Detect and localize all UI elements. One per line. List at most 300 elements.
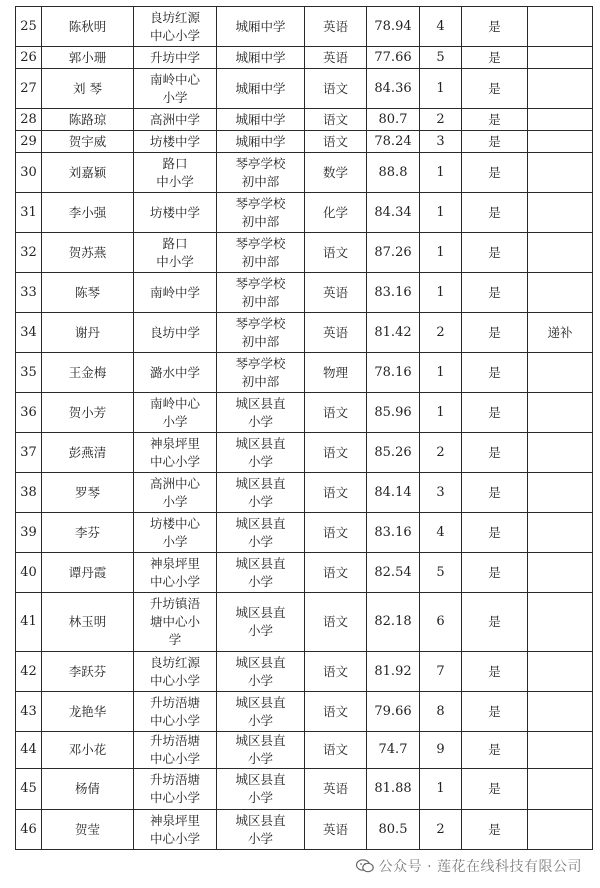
subject-cell: 化学 [305, 193, 367, 233]
teacher-name-cell: 刘 琴 [42, 69, 134, 109]
current-school-line: 南岭中心 [149, 71, 200, 87]
rank-cell: 5 [420, 553, 462, 593]
current-school-line: 坊楼中学 [149, 204, 200, 220]
table-row [16, 313, 593, 353]
current-school-line: 小学 [162, 413, 188, 429]
remark-cell [528, 433, 593, 473]
qualified-cell: 是 [462, 233, 528, 273]
current-school-cell [134, 393, 217, 433]
table-row [16, 433, 593, 473]
row-number-cell: 36 [16, 393, 42, 433]
row-number-cell: 29 [16, 131, 42, 153]
row-number-cell: 37 [16, 433, 42, 473]
current-school-line: 升坊浯塘 [149, 733, 200, 748]
watermark [356, 856, 582, 876]
target-school-cell [217, 353, 305, 393]
target-school-line: 小学 [247, 573, 273, 589]
row-number-cell: 34 [16, 313, 42, 353]
current-school-line: 南岭中学 [149, 284, 200, 300]
teacher-name-cell: 刘嘉颖 [42, 153, 134, 193]
target-school-line: 琴亭学校 [235, 155, 286, 171]
current-school-cell [134, 313, 217, 353]
subject-cell: 语文 [305, 553, 367, 593]
current-school-cell [134, 273, 217, 313]
teacher-name-cell: 郭小珊 [42, 47, 134, 69]
table-row [16, 513, 593, 553]
qualified-cell: 是 [462, 273, 528, 313]
current-school-cell [134, 732, 217, 769]
current-school-cell [134, 513, 217, 553]
table-row [16, 652, 593, 692]
target-school-cell [217, 233, 305, 273]
subject-cell: 英语 [305, 810, 367, 850]
row-number-cell: 45 [16, 769, 42, 810]
rank-cell: 1 [420, 193, 462, 233]
teacher-name-cell: 李小强 [42, 193, 134, 233]
table-row [16, 769, 593, 810]
subject-cell: 数学 [305, 153, 367, 193]
teacher-name-cell: 谢丹 [42, 313, 134, 353]
subject-cell: 英语 [305, 7, 367, 47]
current-school-line: 升坊浯塘 [149, 694, 200, 710]
remark-cell [528, 7, 593, 47]
qualified-cell: 是 [462, 433, 528, 473]
target-school-cell [217, 652, 305, 692]
row-number-cell: 43 [16, 692, 42, 732]
score-cell: 84.36 [367, 69, 420, 109]
target-school-line: 城区县直 [235, 654, 286, 670]
teacher-name-cell: 杨倩 [42, 769, 134, 810]
current-school-line: 小学 [162, 89, 188, 105]
table-row [16, 69, 593, 109]
score-cell: 81.92 [367, 652, 420, 692]
row-number-cell: 40 [16, 553, 42, 593]
row-number-cell: 39 [16, 513, 42, 553]
target-school-line: 小学 [247, 623, 273, 638]
current-school-line: 坊楼中学 [149, 133, 200, 149]
table-row [16, 553, 593, 593]
remark-cell [528, 47, 593, 69]
target-school-line: 城厢中学 [235, 18, 286, 34]
target-school-line: 小学 [247, 672, 273, 688]
teacher-name-cell: 陈路琼 [42, 109, 134, 131]
current-school-cell [134, 810, 217, 850]
remark-cell [528, 769, 593, 810]
target-school-line: 城区县直 [235, 475, 286, 491]
teacher-name-cell: 龙艳华 [42, 692, 134, 732]
current-school-line: 中心小学 [149, 453, 200, 469]
teacher-name-cell: 罗琴 [42, 473, 134, 513]
teacher-name-cell: 李芬 [42, 513, 134, 553]
subject-cell: 英语 [305, 47, 367, 69]
remark-cell [528, 732, 593, 769]
target-school-cell [217, 7, 305, 47]
subject-cell: 语文 [305, 433, 367, 473]
row-number-cell: 28 [16, 109, 42, 131]
row-number-cell: 33 [16, 273, 42, 313]
current-school-cell [134, 153, 217, 193]
row-number-cell: 35 [16, 353, 42, 393]
current-school-line: 良坊红源 [149, 654, 200, 670]
remark-cell [528, 233, 593, 273]
current-school-line: 中心小学 [149, 27, 200, 43]
rank-cell: 1 [420, 153, 462, 193]
target-school-line: 初中部 [241, 333, 280, 349]
teacher-name-cell: 王金梅 [42, 353, 134, 393]
target-school-line: 初中部 [241, 173, 280, 189]
target-school-cell [217, 393, 305, 433]
rank-cell: 1 [420, 233, 462, 273]
remark-cell [528, 69, 593, 109]
current-school-line: 路口 [162, 235, 188, 251]
rank-cell: 2 [420, 313, 462, 353]
target-school-line: 城区县直 [235, 395, 286, 411]
current-school-cell [134, 652, 217, 692]
rank-cell: 5 [420, 47, 462, 69]
current-school-line: 中心小学 [149, 672, 200, 688]
target-school-cell [217, 513, 305, 553]
teacher-name-cell: 邓小花 [42, 732, 134, 769]
score-cell: 82.18 [367, 593, 420, 652]
target-school-cell [217, 473, 305, 513]
current-school-line: 中心小学 [149, 712, 200, 728]
qualified-cell: 是 [462, 353, 528, 393]
qualified-cell: 是 [462, 810, 528, 850]
target-school-line: 琴亭学校 [235, 235, 286, 251]
target-school-line: 小学 [247, 751, 273, 766]
score-cell: 88.8 [367, 153, 420, 193]
current-school-line: 神泉坪里 [149, 435, 200, 451]
target-school-line: 城区县直 [235, 515, 286, 531]
current-school-line: 中小学 [156, 173, 194, 189]
teacher-name-cell: 谭丹霞 [42, 553, 134, 593]
rank-cell: 1 [420, 69, 462, 109]
table-row [16, 353, 593, 393]
remark-cell [528, 153, 593, 193]
qualified-cell: 是 [462, 652, 528, 692]
current-school-cell [134, 109, 217, 131]
table-row [16, 473, 593, 513]
qualified-cell: 是 [462, 313, 528, 353]
current-school-line: 坊楼中心 [149, 515, 200, 531]
score-cell: 85.26 [367, 433, 420, 473]
qualified-cell: 是 [462, 692, 528, 732]
score-cell: 84.14 [367, 473, 420, 513]
target-school-line: 城厢中学 [235, 49, 286, 65]
rank-cell: 3 [420, 131, 462, 153]
table-row [16, 47, 593, 69]
row-number-cell: 31 [16, 193, 42, 233]
subject-cell: 语文 [305, 593, 367, 652]
table-row [16, 233, 593, 273]
remark-cell [528, 553, 593, 593]
qualified-cell: 是 [462, 131, 528, 153]
target-school-line: 城厢中学 [235, 133, 286, 149]
remark-cell [528, 593, 593, 652]
target-school-cell [217, 193, 305, 233]
target-school-line: 城厢中学 [235, 111, 286, 127]
current-school-line: 小学 [162, 533, 188, 549]
target-school-line: 初中部 [241, 373, 280, 389]
qualified-cell: 是 [462, 513, 528, 553]
current-school-cell [134, 193, 217, 233]
remark-cell [528, 193, 593, 233]
target-school-cell [217, 153, 305, 193]
qualified-cell: 是 [462, 473, 528, 513]
score-cell: 77.66 [367, 47, 420, 69]
current-school-line: 升坊镇浯 [149, 596, 200, 611]
target-school-line: 琴亭学校 [235, 355, 286, 371]
row-number-cell: 38 [16, 473, 42, 513]
subject-cell: 语文 [305, 513, 367, 553]
rank-cell: 1 [420, 769, 462, 810]
current-school-line: 高洲中学 [149, 111, 200, 127]
table-row [16, 593, 593, 652]
current-school-line: 中心小学 [149, 790, 200, 805]
current-school-line: 神泉坪里 [149, 812, 200, 828]
current-school-line: 学 [168, 632, 182, 647]
current-school-cell [134, 47, 217, 69]
target-school-line: 城区县直 [235, 812, 286, 828]
qualified-cell: 是 [462, 393, 528, 433]
remark-cell [528, 273, 593, 313]
score-cell: 79.66 [367, 692, 420, 732]
target-school-cell [217, 47, 305, 69]
row-number-cell: 44 [16, 732, 42, 769]
score-cell: 81.42 [367, 313, 420, 353]
target-school-line: 初中部 [241, 293, 280, 309]
target-school-cell [217, 553, 305, 593]
target-school-line: 小学 [247, 830, 273, 846]
score-cell: 84.34 [367, 193, 420, 233]
subject-cell: 语文 [305, 732, 367, 769]
row-number-cell: 25 [16, 7, 42, 47]
roster-body [16, 7, 593, 850]
current-school-line: 潞水中学 [149, 364, 200, 380]
remark-cell: 递补 [528, 313, 593, 353]
target-school-line: 初中部 [241, 253, 280, 269]
target-school-cell [217, 433, 305, 473]
target-school-line: 小学 [247, 790, 273, 805]
roster-table [15, 6, 593, 850]
teacher-name-cell: 贺苏燕 [42, 233, 134, 273]
target-school-line: 小学 [247, 413, 273, 429]
subject-cell: 语文 [305, 393, 367, 433]
rank-cell: 6 [420, 593, 462, 652]
teacher-name-cell: 陈琴 [42, 273, 134, 313]
remark-cell [528, 109, 593, 131]
rank-cell: 4 [420, 513, 462, 553]
rank-cell: 2 [420, 433, 462, 473]
target-school-line: 琴亭学校 [235, 275, 286, 291]
target-school-line: 初中部 [241, 213, 280, 229]
current-school-line: 高洲中心 [149, 475, 200, 491]
current-school-cell [134, 553, 217, 593]
current-school-line: 南岭中心 [149, 395, 200, 411]
remark-cell [528, 692, 593, 732]
row-number-cell: 27 [16, 69, 42, 109]
rank-cell: 8 [420, 692, 462, 732]
row-number-cell: 42 [16, 652, 42, 692]
table-row [16, 810, 593, 850]
table-row [16, 153, 593, 193]
subject-cell: 语文 [305, 233, 367, 273]
target-school-line: 城区县直 [235, 733, 286, 748]
remark-cell [528, 473, 593, 513]
subject-cell: 英语 [305, 273, 367, 313]
subject-cell: 语文 [305, 69, 367, 109]
rank-cell: 1 [420, 273, 462, 313]
target-school-line: 城区县直 [235, 772, 286, 787]
rank-cell: 1 [420, 353, 462, 393]
score-cell: 80.7 [367, 109, 420, 131]
score-cell: 83.16 [367, 513, 420, 553]
remark-cell [528, 810, 593, 850]
row-number-cell: 32 [16, 233, 42, 273]
target-school-cell [217, 810, 305, 850]
target-school-line: 琴亭学校 [235, 195, 286, 211]
remark-cell [528, 652, 593, 692]
qualified-cell: 是 [462, 47, 528, 69]
teacher-name-cell: 李跃芬 [42, 652, 134, 692]
current-school-line: 中心小学 [149, 751, 200, 766]
score-cell: 74.7 [367, 732, 420, 769]
score-cell: 78.24 [367, 131, 420, 153]
current-school-line: 升坊中学 [149, 49, 200, 65]
current-school-cell [134, 69, 217, 109]
target-school-line: 小学 [247, 533, 273, 549]
qualified-cell: 是 [462, 553, 528, 593]
target-school-cell [217, 732, 305, 769]
target-school-cell [217, 769, 305, 810]
qualified-cell: 是 [462, 193, 528, 233]
score-cell: 82.54 [367, 553, 420, 593]
target-school-line: 小学 [247, 453, 273, 469]
current-school-cell [134, 131, 217, 153]
row-number-cell: 26 [16, 47, 42, 69]
wechat-icon [356, 859, 374, 873]
remark-cell [528, 353, 593, 393]
target-school-cell [217, 131, 305, 153]
rank-cell: 2 [420, 810, 462, 850]
teacher-name-cell: 林玉明 [42, 593, 134, 652]
table-row [16, 393, 593, 433]
current-school-cell [134, 353, 217, 393]
table-row [16, 7, 593, 47]
table-row [16, 692, 593, 732]
score-cell: 78.16 [367, 353, 420, 393]
remark-cell [528, 131, 593, 153]
subject-cell: 语文 [305, 131, 367, 153]
score-cell: 78.94 [367, 7, 420, 47]
target-school-line: 琴亭学校 [235, 315, 286, 331]
row-number-cell: 30 [16, 153, 42, 193]
target-school-cell [217, 273, 305, 313]
current-school-line: 良坊中学 [149, 324, 200, 340]
subject-cell: 语文 [305, 109, 367, 131]
qualified-cell: 是 [462, 69, 528, 109]
subject-cell: 英语 [305, 313, 367, 353]
current-school-line: 中心小学 [149, 573, 200, 589]
qualified-cell: 是 [462, 769, 528, 810]
current-school-cell [134, 7, 217, 47]
current-school-line: 小学 [162, 493, 188, 509]
score-cell: 85.96 [367, 393, 420, 433]
current-school-cell [134, 769, 217, 810]
teacher-name-cell: 贺宇威 [42, 131, 134, 153]
subject-cell: 语文 [305, 652, 367, 692]
target-school-line: 城区县直 [235, 555, 286, 571]
score-cell: 80.5 [367, 810, 420, 850]
current-school-line: 中心小学 [149, 830, 200, 846]
score-cell: 83.16 [367, 273, 420, 313]
subject-cell: 语文 [305, 473, 367, 513]
teacher-name-cell: 彭燕清 [42, 433, 134, 473]
target-school-cell [217, 593, 305, 652]
table-row [16, 131, 593, 153]
score-cell: 81.88 [367, 769, 420, 810]
target-school-line: 城厢中学 [235, 80, 286, 96]
current-school-cell [134, 692, 217, 732]
qualified-cell: 是 [462, 7, 528, 47]
current-school-line: 良坊红源 [149, 9, 200, 25]
current-school-line: 神泉坪里 [149, 555, 200, 571]
rank-cell: 2 [420, 109, 462, 131]
remark-cell [528, 393, 593, 433]
current-school-cell [134, 433, 217, 473]
target-school-cell [217, 109, 305, 131]
current-school-line: 中小学 [156, 253, 194, 269]
table-row [16, 273, 593, 313]
target-school-cell [217, 69, 305, 109]
teacher-name-cell: 贺莹 [42, 810, 134, 850]
qualified-cell: 是 [462, 593, 528, 652]
current-school-cell [134, 473, 217, 513]
current-school-line: 塘中心小 [149, 614, 200, 629]
table-row [16, 193, 593, 233]
score-cell: 87.26 [367, 233, 420, 273]
rank-cell: 4 [420, 7, 462, 47]
watermark-text: 公众号 · 莲花在线科技有限公司 [378, 859, 582, 875]
qualified-cell: 是 [462, 109, 528, 131]
teacher-name-cell: 陈秋明 [42, 7, 134, 47]
current-school-line: 升坊浯塘 [149, 772, 200, 787]
rank-cell: 7 [420, 652, 462, 692]
target-school-cell [217, 692, 305, 732]
target-school-line: 小学 [247, 712, 273, 728]
teacher-name-cell: 贺小芳 [42, 393, 134, 433]
current-school-cell [134, 593, 217, 652]
row-number-cell: 46 [16, 810, 42, 850]
subject-cell: 英语 [305, 769, 367, 810]
row-number-cell: 41 [16, 593, 42, 652]
target-school-cell [217, 313, 305, 353]
subject-cell: 语文 [305, 692, 367, 732]
rank-cell: 9 [420, 732, 462, 769]
table-row [16, 109, 593, 131]
rank-cell: 1 [420, 393, 462, 433]
rank-cell: 3 [420, 473, 462, 513]
qualified-cell: 是 [462, 153, 528, 193]
target-school-line: 小学 [247, 493, 273, 509]
qualified-cell: 是 [462, 732, 528, 769]
current-school-line: 路口 [162, 155, 188, 171]
table-row [16, 732, 593, 769]
target-school-line: 城区县直 [235, 694, 286, 710]
target-school-line: 城区县直 [235, 435, 286, 451]
current-school-cell [134, 233, 217, 273]
subject-cell: 物理 [305, 353, 367, 393]
